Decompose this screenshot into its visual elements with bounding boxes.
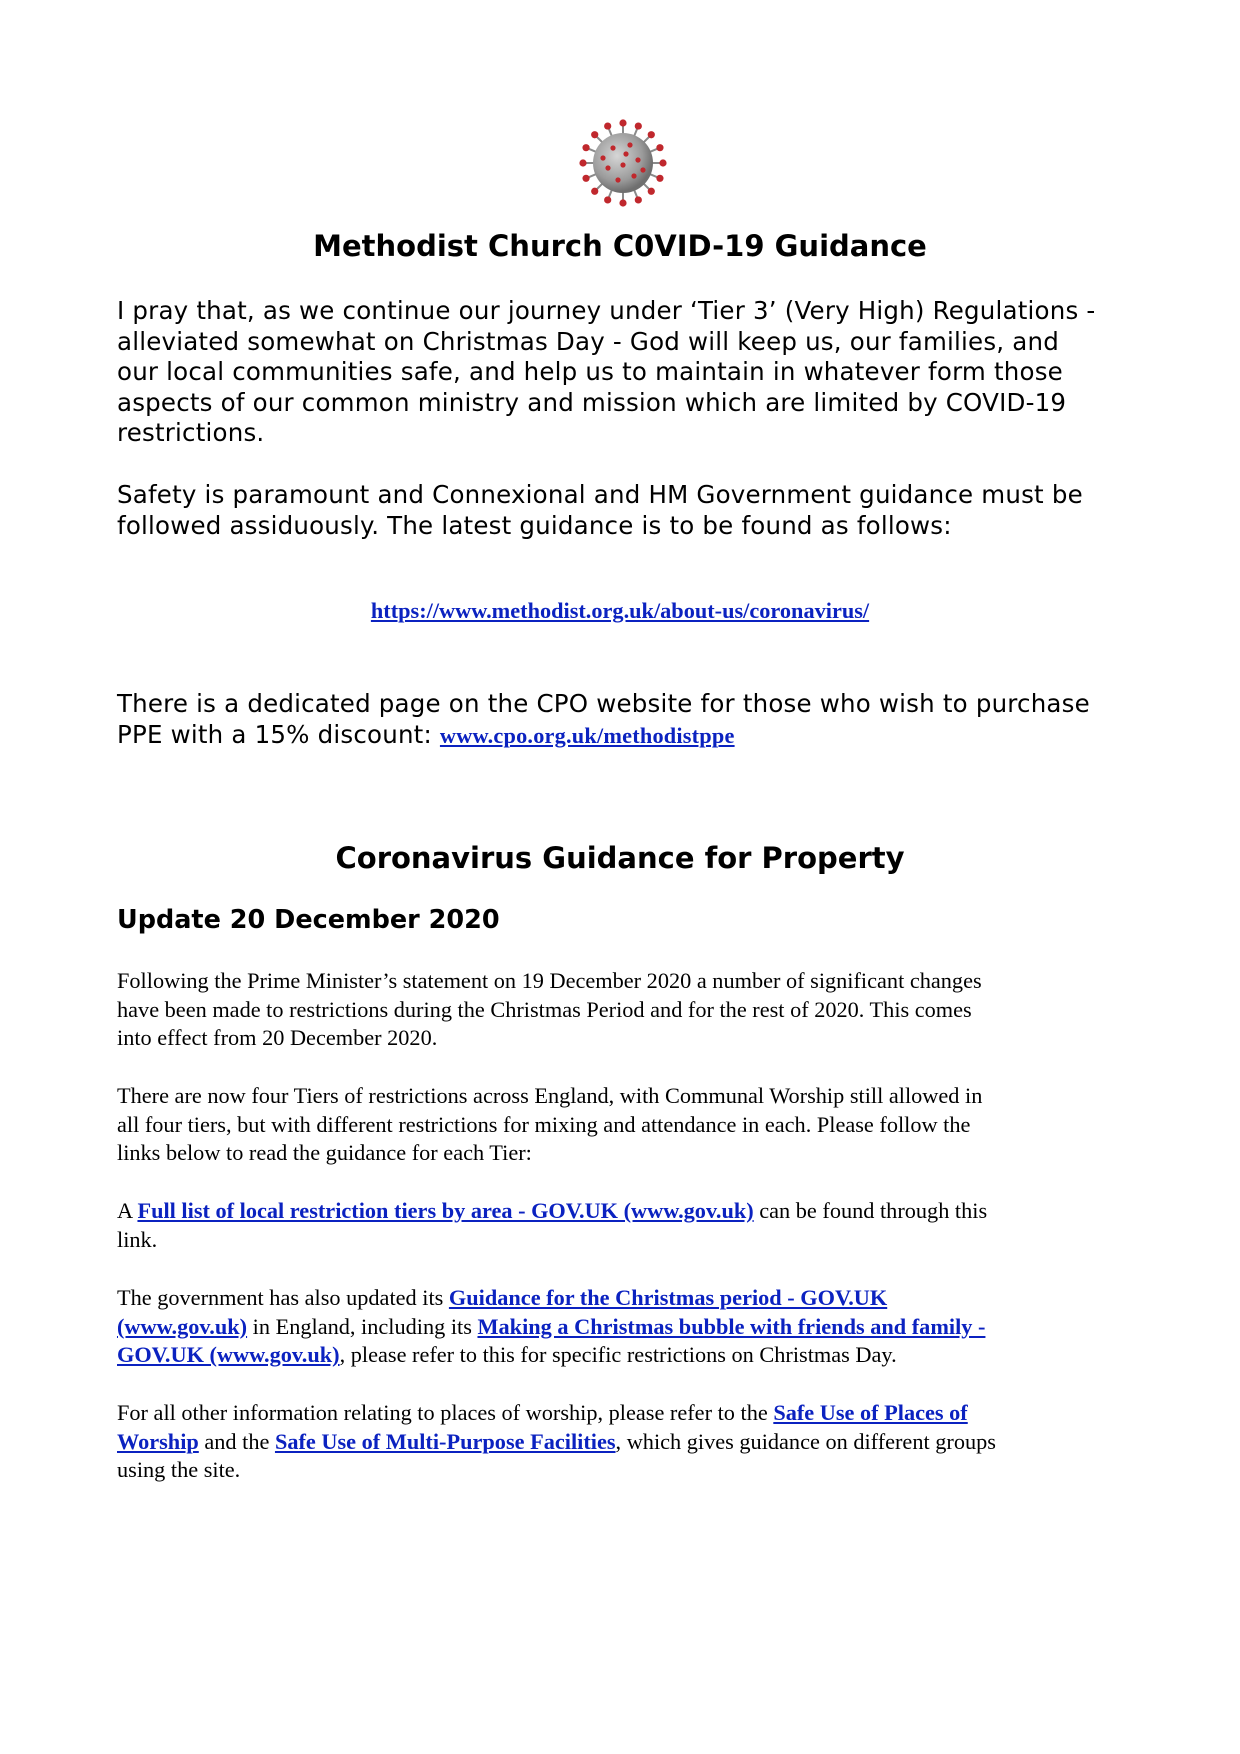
text-line [117, 1428, 1147, 1457]
text-line: have been made to restrictions during the Christmas Period and for the rest of 2020. This comes [117, 996, 972, 1022]
text-line [117, 720, 1137, 752]
christmas-guidance-link-cont[interactable]: (www.gov.uk) [117, 1313, 248, 1339]
text-fragment: in England, including its [247, 1313, 478, 1339]
text-line [117, 1197, 1147, 1226]
text-fragment: The government has also updated its [117, 1285, 449, 1310]
intro-paragraph [117, 296, 1137, 449]
safety-paragraph [117, 480, 1137, 541]
text-line: alleviated somewhat on Christmas Day - God will keep us, our families, and [117, 326, 1059, 356]
christmas-bubble-link-cont[interactable]: GOV.UK (www.gov.uk) [117, 1342, 340, 1368]
text-fragment: , which gives guidance on different groups [615, 1428, 996, 1454]
text-line [117, 1341, 1147, 1370]
text-line: There is a dedicated page on the CPO website for those who wish to purchase [117, 689, 1090, 718]
cpo-ppe-link[interactable]: www.cpo.org.uk/methodistppe [439, 722, 735, 748]
christmas-guidance-link[interactable]: Guidance for the Christmas period - GOV.UK [448, 1285, 888, 1310]
cpo-prefix: PPE with a 15% discount: [117, 719, 440, 749]
update-heading: Update 20 December 2020 [117, 905, 500, 935]
text-fragment: can be found through this [753, 1198, 988, 1223]
para-tier-list [117, 1197, 1147, 1254]
text-line [117, 1399, 1147, 1428]
text-line: aspects of our common ministry and mission which are limited by COVID-19 [117, 387, 1067, 417]
text-fragment: , please refer to this for specific restrictions on Christmas Day. [339, 1342, 897, 1368]
page-title: Methodist Church C0VID-19 Guidance [313, 229, 927, 263]
methodist-link-row [0, 597, 1240, 625]
text-line: followed assiduously. The latest guidance is to be found as follows: [117, 510, 952, 540]
text-line: restrictions. [117, 418, 265, 447]
tier-list-link[interactable]: Full list of local restriction tiers by area - GOV.UK (www.gov.uk) [137, 1198, 754, 1223]
text-line: into effect from 20 December 2020. [117, 1025, 438, 1051]
methodist-coronavirus-link[interactable]: https://www.methodist.org.uk/about-us/coronavirus/ [370, 598, 870, 623]
text-line: There are now four Tiers of restrictions across England, with Communal Worship still allowed in [117, 1083, 983, 1108]
text-line: links below to read the guidance for each Tier: [117, 1140, 532, 1166]
para-tiers [117, 1082, 1147, 1168]
multi-purpose-facilities-link[interactable]: Safe Use of Multi-Purpose Facilities [274, 1428, 616, 1454]
text-line: using the site. [117, 1457, 241, 1483]
property-heading: Coronavirus Guidance for Property [335, 841, 905, 875]
para-christmas [117, 1284, 1147, 1370]
cpo-paragraph [117, 689, 1137, 751]
text-line: all four tiers, but with different restrictions for mixing and attendance in each. Please follow the [117, 1111, 971, 1137]
coronavirus-icon [578, 118, 668, 208]
christmas-bubble-link[interactable]: Making a Christmas bubble with friends and family - [477, 1313, 986, 1339]
para-places-of-worship [117, 1399, 1147, 1485]
text-line: Following the Prime Minister’s statement on 19 December 2020 a number of significant changes [117, 968, 982, 993]
text-line [117, 1313, 1147, 1342]
safe-use-worship-link[interactable]: Safe Use of Places of [773, 1400, 968, 1425]
text-line: our local communities safe, and help us to maintain in whatever form those [117, 357, 1063, 386]
text-line [117, 1284, 1147, 1313]
para-pm-statement [117, 967, 1147, 1053]
text-fragment: and the [198, 1428, 275, 1454]
text-line: Safety is paramount and Connexional and HM Government guidance must be [117, 480, 1083, 509]
safe-use-worship-link-cont[interactable]: Worship [117, 1428, 199, 1454]
text-line: link. [117, 1226, 158, 1252]
text-fragment: A [117, 1198, 138, 1223]
text-fragment: For all other information relating to places of worship, please refer to the [117, 1400, 774, 1425]
text-line: I pray that, as we continue our journey under ‘Tier 3’ (Very High) Regulations - [117, 296, 1096, 325]
